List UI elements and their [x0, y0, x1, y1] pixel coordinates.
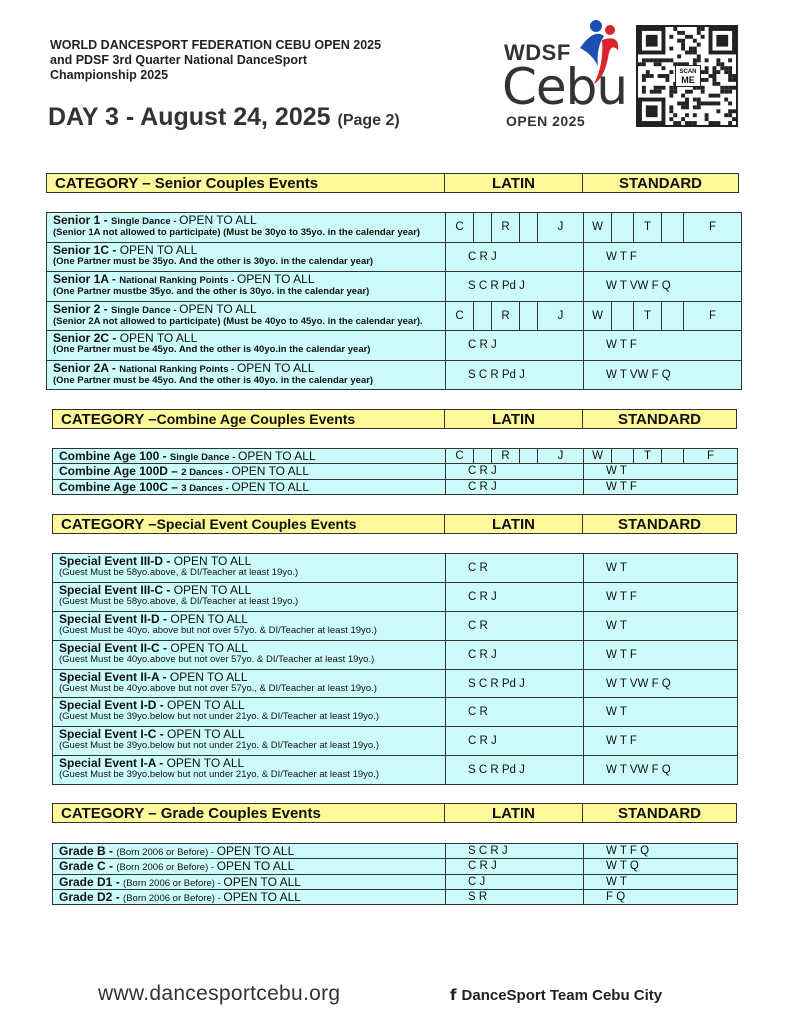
event-open-label: OPEN TO ALL [238, 449, 316, 463]
event-open-label: OPEN TO ALL [119, 242, 198, 257]
event-open-label: OPEN TO ALL [236, 272, 315, 286]
dance-slot: R [492, 213, 520, 242]
latin-dances-cell [446, 583, 584, 611]
standard-dances-cell [584, 464, 737, 478]
event-open-label: OPEN TO ALL [166, 756, 245, 771]
standard-dances-cell [584, 449, 737, 463]
latin-dances-cell [446, 612, 584, 640]
event-open-label: OPEN TO ALL [231, 479, 310, 494]
event-row [53, 859, 737, 874]
senior-events-table [46, 212, 742, 390]
dance-slot [474, 213, 492, 242]
event-eligibility-note: (One Partner must be 35yo. And the other is 30yo. in the calendar year) [53, 255, 374, 267]
event-open-label: OPEN TO ALL [231, 464, 310, 479]
category-name: Special Event Couples Events [156, 516, 357, 532]
dance-list: C R J [468, 465, 497, 478]
event-row [53, 641, 737, 670]
event-name-cell [53, 480, 446, 494]
dance-list: W T VW F Q [606, 677, 671, 690]
dance-list: W T VW F Q [606, 280, 671, 293]
logo-cebu-text: Cebu [502, 58, 628, 116]
dance-list: W T VW F Q [606, 764, 671, 777]
dance-slot: J [557, 309, 564, 322]
event-name-cell [53, 464, 446, 478]
qr-code[interactable] [636, 25, 738, 127]
latin-dances-cell [446, 670, 584, 698]
event-row [53, 449, 737, 464]
event-name-cell [53, 554, 446, 582]
dance-slot [612, 213, 634, 242]
event-qualifier: 2 Dances - [181, 467, 232, 479]
event-name-cell [53, 727, 446, 755]
event-row [47, 213, 741, 243]
dance-list: S R [468, 891, 488, 904]
dance-slot: J [557, 221, 564, 234]
event-name-cell [47, 302, 446, 331]
latin-dances-cell [446, 554, 584, 582]
standard-header: STANDARD [617, 515, 702, 533]
dance-slot: J [557, 450, 564, 463]
qr-me-text: ME [681, 75, 695, 85]
event-name-cell [53, 583, 446, 611]
website-link[interactable]: www.dancesportcebu.org [98, 982, 341, 1005]
dance-list: C R [468, 706, 488, 719]
event-name-cell [47, 361, 446, 390]
dance-slot [612, 449, 634, 463]
grade-events-table [52, 843, 738, 905]
dance-slot: R [492, 302, 520, 331]
category-label [53, 515, 445, 533]
event-name-line [53, 273, 445, 287]
category-header-senior [46, 173, 739, 193]
event-title-line3: Championship 2025 [50, 68, 169, 82]
event-name-cell [53, 756, 446, 784]
standard-dances-cell [584, 480, 737, 494]
standard-dances-cell [584, 641, 737, 669]
event-name-line [53, 362, 445, 376]
dance-list: W T [606, 465, 627, 478]
dance-slot: T [634, 302, 662, 331]
event-open-label: OPEN TO ALL [119, 331, 198, 345]
event-eligibility-note: (Guest Must be 39yo.below but not under 21yo. & DI/Teacher at least 19yo.) [59, 740, 380, 752]
event-title: Grade C - [59, 859, 117, 874]
standard-dances-cell [584, 727, 737, 755]
dance-list: C J [468, 875, 486, 888]
event-name-line [59, 465, 445, 478]
dance-list: C R J [468, 250, 497, 263]
event-name-cell [53, 449, 446, 463]
category-prefix: CATEGORY – [61, 410, 157, 428]
standard-dances-cell [584, 890, 737, 904]
dance-list: W T F [606, 250, 637, 263]
facebook-icon: f [450, 986, 457, 1004]
dance-slot: C [446, 302, 474, 331]
event-name-line [59, 584, 445, 597]
dance-list: C R J [468, 480, 497, 493]
latin-header: LATIN [445, 174, 583, 192]
dance-list: C R [468, 561, 488, 574]
event-name-cell [53, 890, 446, 904]
day-title [48, 103, 400, 132]
event-title: Grade B - [59, 844, 117, 858]
dance-list: W T [606, 706, 627, 719]
wdsf-cebu-logo [496, 18, 626, 130]
event-row [47, 361, 741, 391]
standard-header: STANDARD [618, 174, 703, 192]
event-row [53, 554, 737, 583]
latin-dances-cell [446, 480, 584, 494]
standard-dances-cell [584, 698, 737, 726]
event-row [53, 670, 737, 699]
event-eligibility-note: (One Partner must be 45yo. And the other is 40yo. in the calendar year) [53, 374, 374, 386]
event-name-line [59, 613, 445, 626]
event-name-line [53, 303, 445, 317]
event-row [53, 464, 737, 479]
event-title: Special Event I-D - [59, 698, 168, 713]
event-open-label: OPEN TO ALL [236, 360, 315, 375]
dance-list: C R J [468, 648, 497, 661]
dance-slot: W [584, 213, 612, 242]
event-title: Senior 2C - [53, 331, 120, 345]
standard-dances-cell [584, 859, 737, 873]
event-qualifier: Single Dance - [169, 452, 239, 463]
event-name-line [59, 891, 445, 904]
dance-slot [474, 302, 492, 331]
latin-dances-cell [446, 875, 584, 889]
qr-scan-text: SCAN [679, 69, 697, 75]
dance-slot [474, 449, 492, 463]
standard-header: STANDARD [617, 410, 702, 428]
event-name-cell [53, 859, 446, 873]
dance-list: W T Q [606, 860, 639, 873]
dance-slot [520, 302, 538, 331]
event-title: Senior 2A - [53, 360, 120, 375]
dance-list: C R J [468, 860, 497, 873]
dance-list: S C R Pd J [468, 677, 525, 690]
event-eligibility-note: (Guest Must be 58yo.above, & DI/Teacher at least 19yo.) [59, 595, 299, 607]
event-title: Grade D1 - [59, 874, 124, 889]
standard-dances-cell [584, 272, 741, 301]
event-name-cell [47, 213, 446, 242]
event-title: Special Event III-C - [59, 582, 174, 597]
latin-dances-cell [446, 727, 584, 755]
event-name-cell [47, 331, 446, 360]
dance-list: S C R Pd J [468, 368, 525, 381]
event-name-line [59, 450, 445, 463]
event-name-cell [47, 243, 446, 272]
dance-slot [662, 302, 684, 331]
dance-list: W T F Q [606, 845, 650, 858]
dance-slot: T [634, 449, 662, 463]
event-title: Grade D2 - [59, 889, 124, 904]
event-eligibility-note: (One Partner must be 45yo. And the other is 40yo.in the calendar year) [53, 344, 371, 355]
event-name-cell [53, 670, 446, 698]
event-open-label: OPEN TO ALL [223, 889, 301, 904]
standard-dances-cell [584, 583, 737, 611]
dance-slot [520, 213, 538, 242]
event-qualifier: Single Dance - [111, 304, 180, 316]
event-eligibility-note: (Senior 1A not allowed to participate) (Must be 30yo to 35yo. in the calendar year) [53, 227, 421, 238]
event-title-line2: and PDSF 3rd Quarter National DanceSport [50, 53, 307, 67]
event-title: Combine Age 100C – [59, 479, 182, 494]
dance-slot: F [706, 450, 715, 463]
event-name-cell [53, 698, 446, 726]
dance-slot: C [446, 213, 474, 242]
event-open-label: OPEN TO ALL [170, 640, 248, 655]
dance-list: W T F [606, 590, 637, 603]
standard-dances-cell [584, 302, 741, 331]
standard-dances-cell [584, 213, 741, 242]
event-name-line [59, 860, 445, 873]
event-title: Special Event I-A - [59, 756, 167, 771]
dance-list: F Q [606, 891, 626, 904]
event-eligibility-note: (Guest Must be 58yo.above, & DI/Teacher at least 19yo.) [59, 567, 299, 578]
event-title: Senior 1C - [53, 242, 120, 257]
dance-slot: F [708, 221, 717, 234]
standard-dances-cell [584, 554, 737, 582]
standard-dances-cell [584, 844, 737, 858]
event-row [53, 756, 737, 785]
event-name-cell [53, 641, 446, 669]
dance-list: W T F [606, 339, 637, 352]
dance-list: C R [468, 619, 488, 632]
event-name-line [59, 481, 445, 494]
event-name-cell [53, 612, 446, 640]
event-eligibility-note: (Guest Must be 40yo. above but not over 57yo. & DI/Teacher at least 19yo.) [59, 624, 377, 636]
event-open-label: OPEN TO ALL [179, 213, 257, 227]
category-name: Combine Age Couples Events [156, 411, 356, 427]
event-title: Combine Age 100 - [59, 449, 170, 463]
event-title: Special Event III-D - [59, 554, 174, 568]
dance-slot [612, 302, 634, 331]
latin-dances-cell [446, 844, 584, 858]
latin-header: LATIN [445, 515, 583, 533]
category-label: CATEGORY – Senior Couples Events [47, 174, 445, 192]
logo-open-text: OPEN 2025 [506, 113, 586, 129]
dance-list: W T F [606, 480, 637, 493]
event-open-label: OPEN TO ALL [179, 301, 257, 316]
dance-slot [662, 449, 684, 463]
event-row [53, 698, 737, 727]
event-title-line1: WORLD DANCESPORT FEDERATION CEBU OPEN 2025 [50, 38, 382, 52]
page-indicator: (Page 2) [337, 112, 400, 129]
latin-dances-cell [446, 756, 584, 784]
event-open-label: OPEN TO ALL [169, 669, 248, 684]
category-label: CATEGORY – Grade Couples Events [53, 804, 445, 822]
dance-slot: F [708, 309, 717, 322]
event-eligibility-note: (One Partner mustbe 35yo. and the other is 30yo. in the calendar year) [53, 286, 370, 297]
dance-list: C R J [468, 339, 497, 352]
event-open-label: OPEN TO ALL [216, 844, 295, 858]
event-title: Special Event II-D - [59, 611, 171, 626]
event-name-line [59, 876, 445, 889]
latin-dances-cell [446, 859, 584, 873]
event-qualifier: Single Dance - [111, 216, 180, 227]
dance-slot: W [584, 302, 612, 331]
latin-dances-cell [446, 641, 584, 669]
event-open-label: OPEN TO ALL [170, 611, 248, 626]
event-open-label: OPEN TO ALL [167, 698, 245, 713]
event-row [53, 612, 737, 641]
event-title: Senior 2 - [53, 301, 112, 316]
event-eligibility-note: (Guest Must be 40yo.above but not over 57yo., & DI/Teacher at least 19yo.) [59, 682, 377, 694]
latin-dances-cell [446, 272, 584, 301]
category-header-combine-age [52, 409, 737, 429]
dance-list: S C R Pd J [468, 280, 525, 293]
event-qualifier: National Ranking Points - [119, 275, 237, 286]
dance-list: W T [606, 561, 627, 574]
event-name-line [59, 671, 445, 684]
day-date: DAY 3 - August 24, 2025 [48, 103, 331, 131]
event-eligibility-note: (Guest Must be 39yo.below but not under 21yo. & DI/Teacher at least 19yo.) [59, 769, 380, 781]
event-row [47, 272, 741, 302]
latin-dances-cell [446, 331, 584, 360]
event-row [47, 302, 741, 332]
dance-slot: C [446, 449, 474, 463]
standard-dances-cell [584, 875, 737, 889]
event-eligibility-note: (Guest Must be 39yo.below but not under 21yo. & DI/Teacher at least 19yo.) [59, 711, 380, 723]
dance-slot [662, 213, 684, 242]
qr-scan-label [675, 65, 701, 87]
facebook-page-name: DanceSport Team Cebu City [461, 987, 663, 1004]
event-qualifier: (Born 2006 or Before) - [123, 892, 224, 904]
combine-age-events-table [52, 448, 738, 495]
event-title: Special Event I-C - [59, 727, 168, 742]
event-row [53, 583, 737, 612]
category-header-grade [52, 803, 737, 823]
event-row [47, 243, 741, 273]
latin-dances-cell [446, 213, 584, 242]
event-qualifier: (Born 2006 or Before) - [116, 862, 217, 874]
event-eligibility-note: (Senior 2A not allowed to participate) (Must be 40yo to 45yo. in the calendar year). [53, 315, 423, 327]
event-name-cell [53, 844, 446, 858]
event-open-label: OPEN TO ALL [216, 859, 295, 874]
event-title: Special Event II-A - [59, 669, 170, 684]
event-row [53, 844, 737, 859]
dance-list: W T VW F Q [606, 368, 671, 381]
latin-dances-cell [446, 361, 584, 390]
special-events-table [52, 553, 738, 785]
event-qualifier: 3 Dances - [181, 482, 232, 494]
dance-list: C R J [468, 735, 497, 748]
event-row [53, 727, 737, 756]
dance-list: S C R Pd J [468, 764, 525, 777]
event-open-label: OPEN TO ALL [167, 727, 245, 742]
event-row [53, 480, 737, 495]
event-name-line [53, 244, 445, 257]
event-title: Combine Age 100D – [59, 464, 182, 479]
event-qualifier: (Born 2006 or Before) - [116, 847, 217, 858]
latin-header: LATIN [445, 410, 583, 428]
event-name-cell [47, 272, 446, 301]
latin-header: LATIN [445, 804, 583, 822]
category-label [53, 410, 445, 428]
standard-header: STANDARD [617, 804, 702, 822]
dance-list: W T [606, 875, 627, 888]
event-title: Special Event II-C - [59, 640, 171, 655]
event-qualifier: (Born 2006 or Before) - [123, 877, 224, 889]
event-open-label: OPEN TO ALL [173, 554, 252, 568]
latin-dances-cell [446, 449, 584, 463]
dance-slot: T [634, 213, 662, 242]
standard-dances-cell [584, 331, 741, 360]
event-row [53, 890, 737, 905]
logo-wdsf-text: WDSF [504, 40, 571, 65]
event-title: Senior 1 - [53, 213, 112, 227]
event-open-label: OPEN TO ALL [223, 874, 301, 889]
dance-slot: R [492, 449, 520, 463]
event-row [53, 875, 737, 890]
event-open-label: OPEN TO ALL [173, 582, 252, 597]
category-header-special-event [52, 514, 737, 534]
event-title: Senior 1A - [53, 272, 120, 286]
event-name-line [59, 642, 445, 655]
event-name-line [53, 214, 445, 228]
standard-dances-cell [584, 612, 737, 640]
event-eligibility-note: (Guest Must be 40yo.above but not over 57yo. & DI/Teacher at least 19yo.) [59, 653, 375, 665]
standard-dances-cell [584, 361, 741, 390]
facebook-link[interactable] [450, 986, 662, 1004]
dance-slot: W [584, 449, 612, 463]
latin-dances-cell [446, 890, 584, 904]
event-name-line [59, 845, 445, 858]
event-row [47, 331, 741, 361]
dance-list: C R J [468, 590, 497, 603]
standard-dances-cell [584, 243, 741, 272]
standard-dances-cell [584, 670, 737, 698]
event-title [50, 38, 470, 83]
category-prefix: CATEGORY – [61, 515, 157, 533]
dance-list: W T F [606, 735, 637, 748]
latin-dances-cell [446, 464, 584, 478]
latin-dances-cell [446, 243, 584, 272]
latin-dances-cell [446, 698, 584, 726]
dance-list: W T [606, 619, 627, 632]
standard-dances-cell [584, 756, 737, 784]
latin-dances-cell [446, 302, 584, 331]
event-qualifier: National Ranking Points - [119, 363, 237, 375]
dance-slot [520, 449, 538, 463]
event-name-cell [53, 875, 446, 889]
dance-list: S C R J [468, 845, 508, 858]
dance-list: W T F [606, 648, 637, 661]
